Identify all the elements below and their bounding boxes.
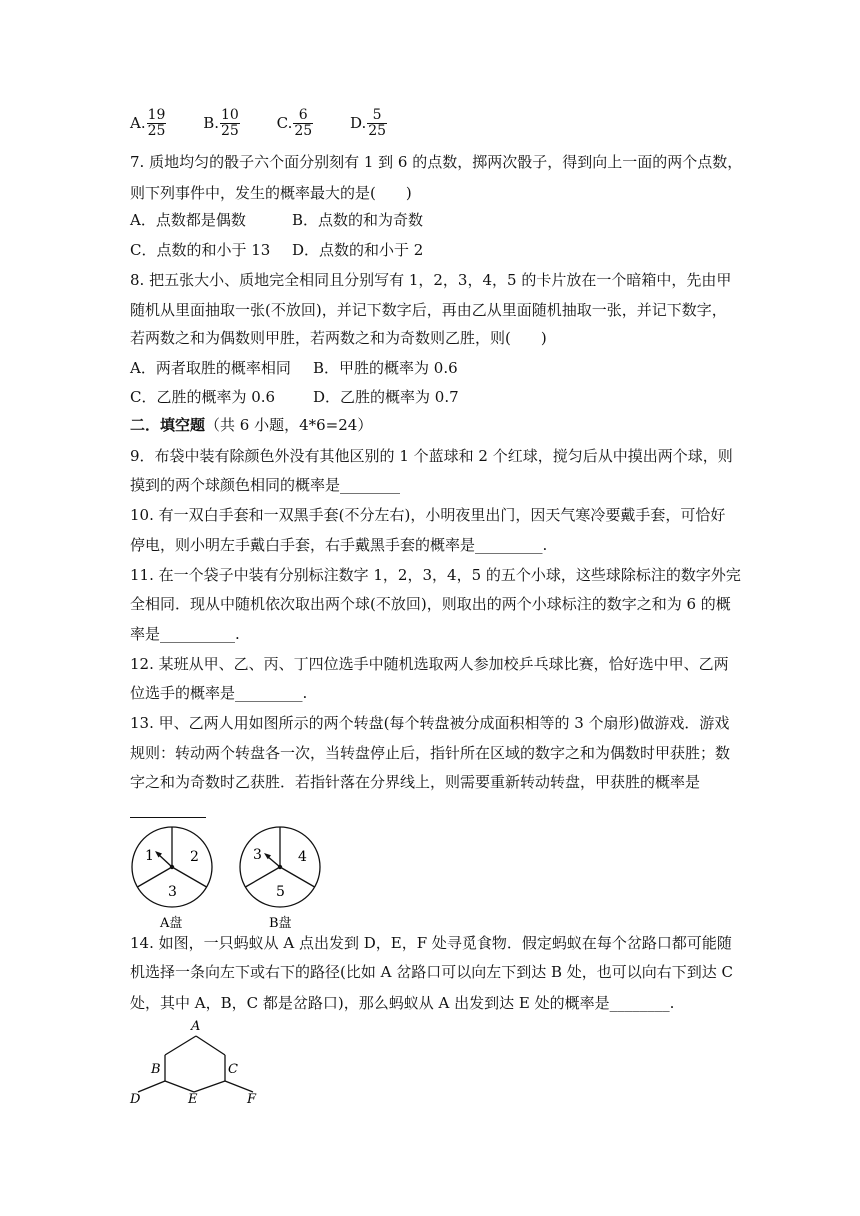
q8-line3: 若两数之和为偶数则甲胜，若两数之和为奇数则乙胜，则( ) (130, 329, 547, 347)
q14-line2: 机选择一条向左下或右下的路径(比如 A 岔路口可以向左下到达 B 处，也可以向右下到达 C (130, 963, 734, 981)
disk-caption: B盘 (269, 916, 292, 931)
q11-line2: 全相同．现从中随机依次取出两个球(不放回)，则取出的两个小球标注的数字之和为 6 的概 (130, 595, 731, 613)
q9-line1: 9．布袋中装有除颜色外没有其他区别的 1 个蓝球和 2 个红球，搅匀后从中摸出两个球，则 (130, 447, 733, 465)
answer-blank (130, 817, 206, 818)
section-heading (130, 415, 372, 435)
q13-line3: 字之和为奇数时乙获胜．若指针落在分界线上，则需要重新转动转盘，甲获胜的概率是 (130, 773, 701, 791)
q11-line3: 率是__________. (130, 625, 240, 643)
sector-label: 3 (168, 884, 177, 900)
q12-line1: 12. 某班从甲、乙、丙、丁四位选手中随机选取两人参加校乒乓球比赛，恰好选中甲、乙两 (130, 655, 729, 673)
q13-line2: 规则：转动两个转盘各一次，当转盘停止后，指针所在区域的数字之和为偶数时甲获胜；数 (130, 744, 731, 762)
node-label-a: A (191, 1019, 201, 1034)
node-label-e: E (188, 1092, 198, 1107)
q6-option-c: C. $\frac{6}{25}$ (276, 106, 313, 139)
q13-line1: 13. 甲、乙两人用如图所示的两个转盘(每个转盘被分成面积相等的 3 个扇形)做游戏．游戏 (130, 714, 730, 732)
section-note: （共 6 小题，4*6=24） (205, 416, 373, 434)
q7-options-cd (130, 240, 423, 260)
q6-option-a: A. $\frac{19}{25}$ (130, 106, 166, 139)
sector-label: 3 (253, 847, 262, 863)
q8-option-b: B．甲胜的概率为 0.6 (313, 359, 458, 377)
sector-label: 2 (190, 849, 199, 865)
q8-line1: 8. 把五张大小、质地完全相同且分别写有 1，2，3，4，5 的卡片放在一个暗箱中，先由甲 (130, 271, 732, 289)
q6-option-d: D. $\frac{5}{25}$ (349, 106, 387, 139)
spinner-b (240, 827, 320, 931)
q10-line2: 停电，则小明左手戴白手套，右手戴黑手套的概率是_________. (130, 536, 548, 554)
q8-option-d: D．乙胜的概率为 0.7 (313, 388, 459, 406)
sector-label: 4 (298, 849, 307, 865)
pointer-arrow-icon (155, 851, 172, 867)
q8-line2: 随机从里面抽取一张(不放回)，并记下数字后，再由乙从里面随机抽取一张，并记下数字， (130, 301, 727, 319)
node-label-b: B (151, 1062, 161, 1077)
q7-option-d: D．点数的和小于 2 (292, 241, 424, 259)
q6-options (130, 104, 419, 141)
fraction: $\frac{19}{25}$ (147, 106, 166, 139)
q8-option-c: C．乙胜的概率为 0.6 (130, 388, 276, 406)
node-label-c: C (228, 1062, 238, 1077)
q8-options-cd (130, 387, 459, 407)
sector-label: 5 (276, 884, 285, 900)
q7-options-ab (130, 210, 423, 230)
node-label-d: D (130, 1092, 141, 1107)
q10-line1: 10. 有一双白手套和一双黑手套(不分左右)，小明夜里出门，因天气寒冷要戴手套，可恰好 (130, 506, 726, 524)
q11-line1: 11. 在一个袋子中装有分别标注数字 1，2，3，4，5 的五个小球，这些球除标注的数字外完 (130, 566, 741, 584)
q7-option-a: A．点数都是偶数 (130, 211, 246, 229)
fraction: $\frac{10}{25}$ (221, 106, 239, 139)
q8-options-ab (130, 358, 458, 378)
q7-option-c: C．点数的和小于 13 (130, 241, 271, 259)
spinner-a (132, 827, 212, 931)
node-label-f: F (247, 1092, 257, 1107)
path-diagram (125, 1015, 275, 1107)
q7-line2: 则下列事件中，发生的概率最大的是( ) (130, 184, 412, 202)
sector-label: 1 (145, 848, 154, 864)
section-title: 二．填空题 (130, 416, 206, 434)
q9-line2: 摸到的两个球颜色相同的概率是________ (130, 476, 401, 494)
fraction: $\frac{5}{25}$ (368, 106, 387, 139)
q7-option-b: B．点数的和为奇数 (292, 211, 424, 229)
q8-option-a: A．两者取胜的概率相同 (130, 359, 291, 377)
q12-line2: 位选手的概率是_________. (130, 684, 308, 702)
q14-line3: 处，其中 A，B，C 都是岔路口)，那么蚂蚁从 A 出发到达 E 处的概率是________. (130, 994, 675, 1012)
spinner-figure (120, 826, 340, 932)
disk-caption: A盘 (160, 916, 183, 931)
q14-line1: 14. 如图，一只蚂蚁从 A 点出发到 D，E，F 处寻觅食物．假定蚂蚁在每个岔路口都可能随 (130, 934, 732, 952)
q6-option-b: B. $\frac{10}{25}$ (203, 106, 239, 139)
fraction: $\frac{6}{25}$ (294, 106, 313, 139)
q7-line1: 7. 质地均匀的骰子六个面分别刻有 1 到 6 的点数，掷两次骰子，得到向上一面的两个点数， (130, 153, 743, 171)
pointer-arrow-icon (264, 853, 280, 867)
